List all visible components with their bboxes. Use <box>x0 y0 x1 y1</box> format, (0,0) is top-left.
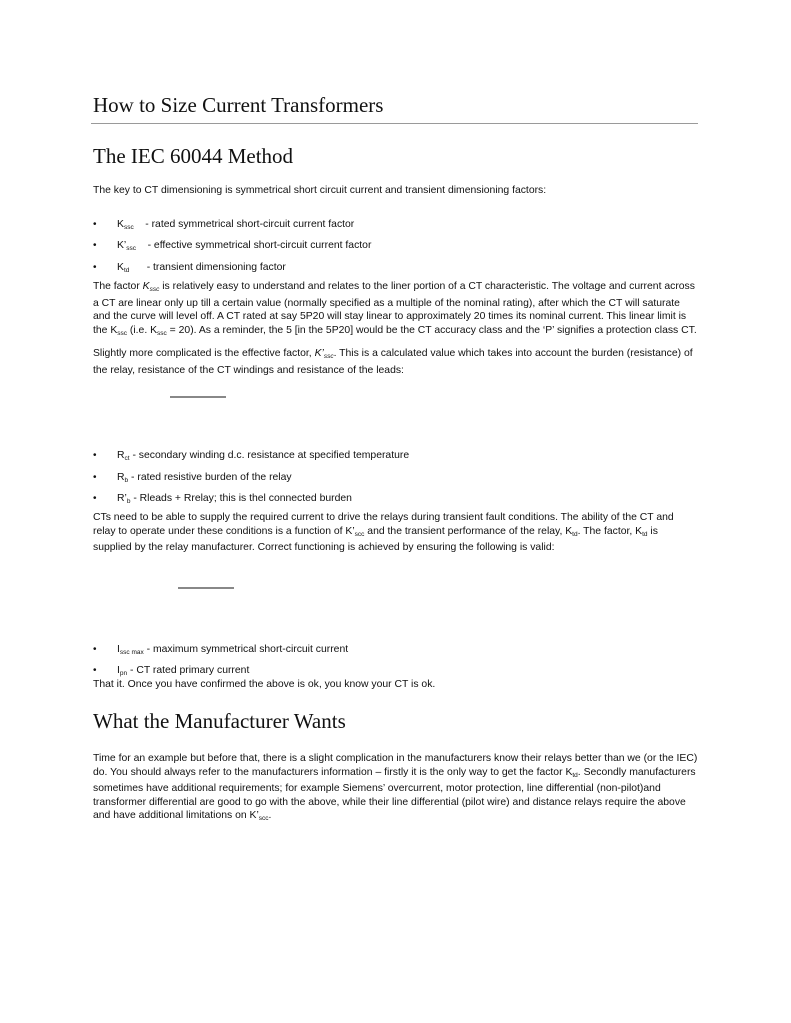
current-symbol: I <box>117 644 120 655</box>
factor-symbol: K’ <box>117 240 127 251</box>
resistance-subscript: b <box>126 498 131 505</box>
text-run: K <box>142 281 150 292</box>
text-run: scc <box>354 530 365 538</box>
equation-svg <box>96 564 246 616</box>
factor-symbol: K <box>117 219 124 230</box>
factor-subscript: ssc <box>123 224 134 231</box>
text-run: ssc <box>149 286 160 293</box>
factor-description: - transient dimensioning factor <box>146 262 286 273</box>
text-run: = 20). As a reminder, the 5 [in the 5P20] would be the CT accuracy class and the ‘P’ signifies a protection class CT. <box>166 324 697 336</box>
resistance-description: - secondary winding d.c. resistance at specified temperature <box>129 450 410 461</box>
text-run <box>143 281 160 292</box>
conclusion-text: That it. Once you have confirmed the above is ok, you know your CT is ok. <box>93 679 436 690</box>
text-run: ssc <box>323 353 334 360</box>
text-run: . Secondly manufacturers sometimes have additional requirements; for example Siemens’ overcurrent, motor protection, line differential (non-pilot)and transformer differential are good to go with the above, while their line differential (pilot wire) and distance relays require the above and have additional limitations on K’ <box>93 766 696 821</box>
page-title: How to Size Current Transformers <box>93 93 384 117</box>
text-run: ssc <box>117 329 128 337</box>
text-run: is relatively easy to understand and relates to the liner portion of a CT characteristic. The voltage and current across a CT are linear only up till a certain value (normally specified as a multiple of the nominal rating), after which the CT will saturate and the curve will level off. A CT rated at say 5P20 will stay linear to approximately 20 times its nominal current. This linear limit is the K <box>93 281 695 336</box>
bullet-icon: • <box>93 644 97 655</box>
current-subscript: ssc max <box>119 649 144 656</box>
resistance-symbol: R’ <box>117 493 127 504</box>
resistance-symbol: R <box>117 450 125 461</box>
text-run: Time for an example but before that, there is a slight complication in the manufacturers know their relays better than we (or the IEC) do. You should always refer to the manufacturers information – firstly it is the only way to get the factor K <box>93 753 698 778</box>
equation-effective-factor <box>92 372 242 431</box>
text-run: . The factor, K <box>577 525 643 537</box>
current-description: - maximum symmetrical short-circuit current <box>143 644 349 655</box>
bullet-icon: • <box>93 450 97 461</box>
equation-validity-condition <box>96 564 246 621</box>
resistance-subscript: ct <box>124 455 130 462</box>
bullet-icon: • <box>93 493 97 504</box>
text-run: The factor <box>93 281 143 292</box>
equation-svg <box>92 372 242 426</box>
text-run: CTs need to be able to supply the required current to drive the relays during transient fault conditions. The ability of the CT and relay to operate under these conditions is a function of K’ <box>93 512 674 537</box>
bullet-icon: • <box>93 219 97 230</box>
factor-symbol: K <box>117 262 124 273</box>
text-run: and the transient performance of the relay, K <box>364 525 573 537</box>
text-run: ssc <box>157 329 167 337</box>
resistance-symbol: R <box>117 472 125 483</box>
bullet-icon: • <box>93 472 97 483</box>
text-run <box>315 348 334 359</box>
section-heading-iec: The IEC 60044 Method <box>93 144 294 168</box>
resistance-description: - rated resistive burden of the relay <box>128 472 292 483</box>
intro-paragraph: The key to CT dimensioning is symmetrical short circuit current and transient dimensioning factors: <box>93 185 547 196</box>
text-run: . <box>268 810 272 821</box>
text-run: is supplied by the relay manufacturer. Correct functioning is achieved by ensuring the following is valid: <box>93 525 658 553</box>
text-run: td <box>572 771 578 779</box>
current-symbol: I <box>117 665 120 676</box>
factor-description: - effective symmetrical short-circuit current factor <box>147 240 372 251</box>
section-heading-manufacturer: What the Manufacturer Wants <box>93 709 346 733</box>
title-rule <box>91 123 698 124</box>
paragraph-kssc <box>93 280 698 340</box>
resistance-description: - Rleads + Rrelay; this is thel connected burden <box>130 493 352 504</box>
text-run: K’ <box>314 348 324 359</box>
bullet-icon: • <box>93 262 97 273</box>
current-description: - CT rated primary current <box>127 665 250 676</box>
bullet-icon: • <box>93 240 97 251</box>
text-run: td <box>642 530 648 538</box>
text-run: . This is a calculated value which takes into account the burden (resistance) of the relay, resistance of the CT windings and resistance of the leads: <box>93 348 693 376</box>
text-run: Slightly more complicated is the effective factor, <box>93 348 315 359</box>
factor-subscript: td <box>123 267 130 274</box>
factor-description: - rated symmetrical short-circuit current factor <box>145 219 355 230</box>
text-run: td <box>572 530 578 538</box>
current-subscript: pn <box>119 670 128 677</box>
paragraph-manufacturer <box>93 752 698 826</box>
text-run: scc <box>258 815 269 822</box>
resistance-subscript: b <box>124 477 129 484</box>
bullet-icon: • <box>93 665 97 676</box>
paragraph-transient <box>93 511 698 555</box>
text-run: (i.e. K <box>127 324 158 336</box>
factor-subscript: ssc <box>126 245 136 252</box>
